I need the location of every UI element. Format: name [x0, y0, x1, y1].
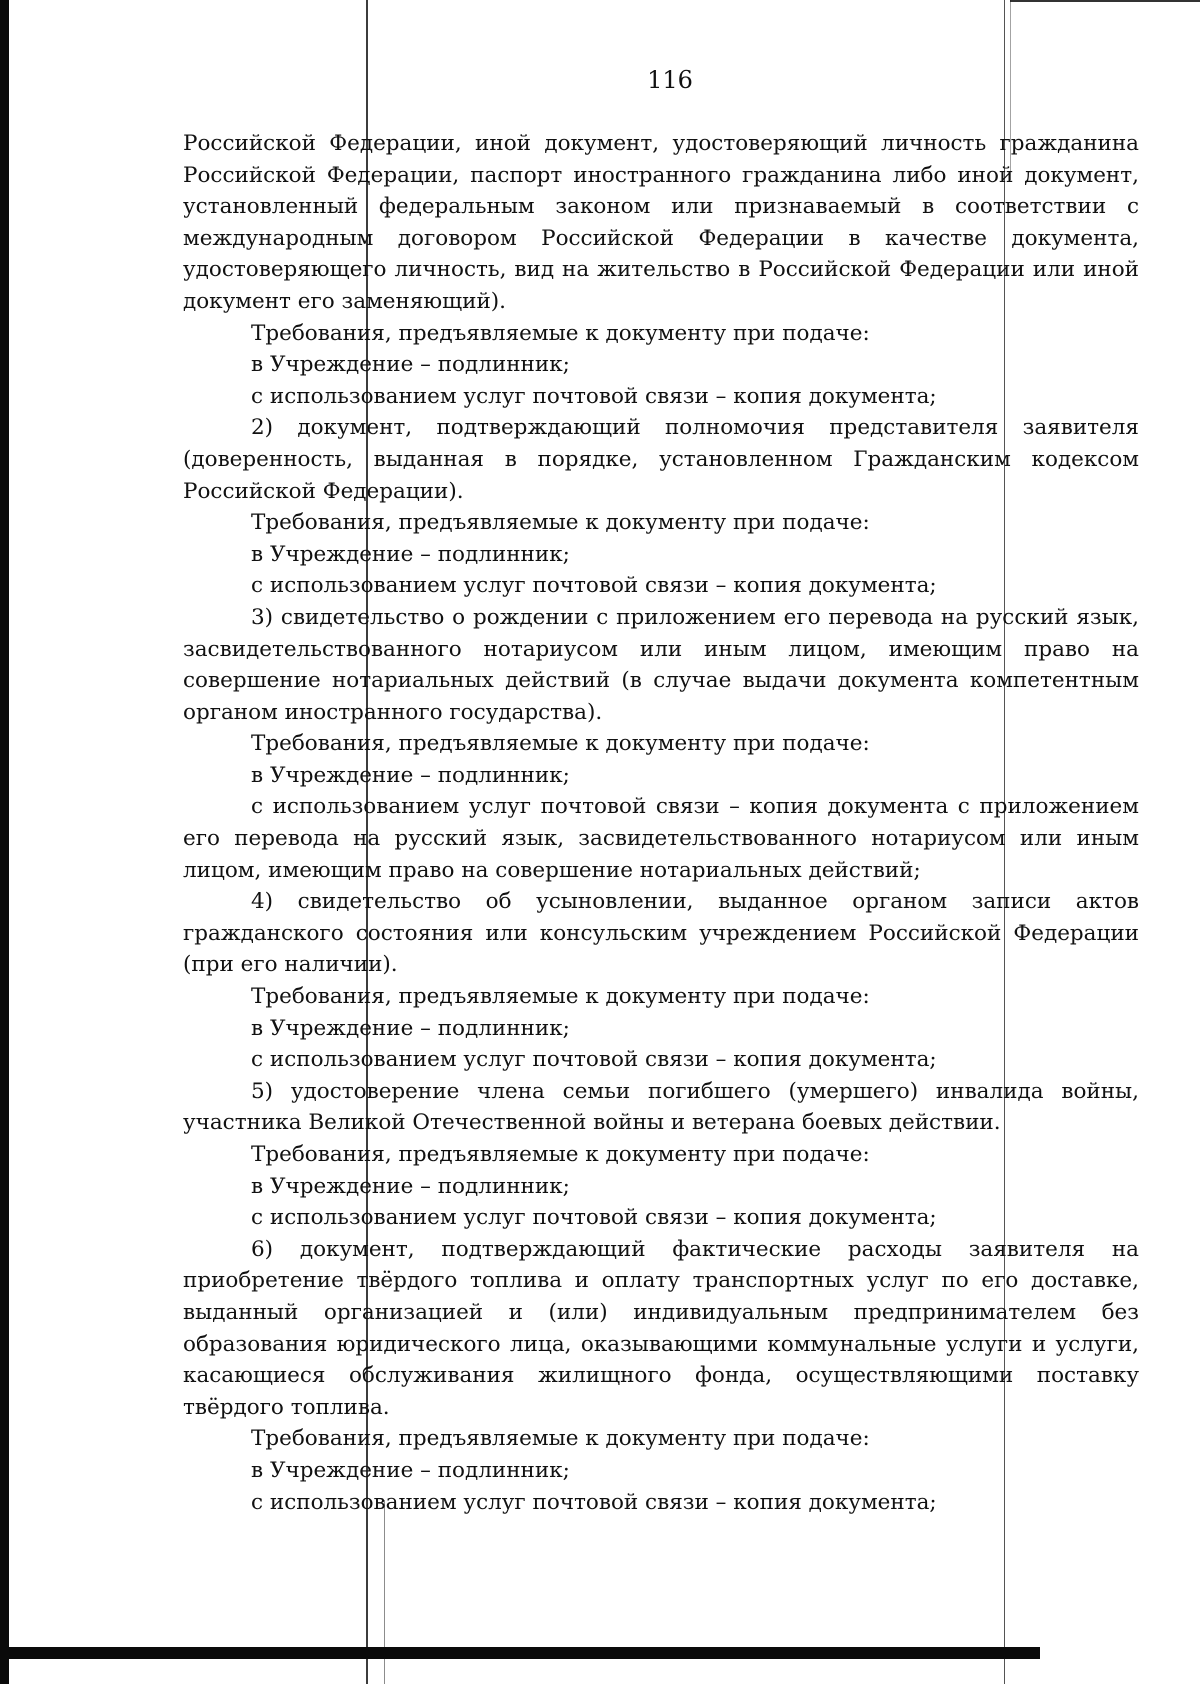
paragraph: в Учреждение – подлинник; — [251, 541, 570, 567]
scan-left-edge — [0, 0, 9, 1684]
paragraph: 2) документ, подтверждающий полномочия представителя заявителя (доверенность, выданная в порядке, установленном Гражданским кодексом Российской Федерации). — [183, 415, 1139, 504]
paragraph: Российской Федерации, иной документ, удостоверяющий личность гражданина Российской Федерации, паспорт иностранного гражданина либо иной документ, установленный федеральным законом или признаваемый в соответствии с международным договором Российской Федерации в качестве документа, удостоверяющего личность, вид на жительство в Российской Федерации или иной документ его заменяющий). — [183, 131, 1139, 314]
paragraph: Требования, предъявляемые к документу при подаче: — [251, 984, 870, 1010]
paragraph: Требования, предъявляемые к документу при подаче: — [251, 731, 870, 757]
paragraph: с использованием услуг почтовой связи – копия документа; — [251, 573, 937, 599]
paragraph: Требования, предъявляемые к документу при подаче: — [251, 1142, 870, 1167]
paragraph: в Учреждение – подлинник; — [251, 762, 570, 788]
paragraph: с использованием услуг почтовой связи – копия документа; — [251, 1489, 937, 1515]
paragraph: 4) свидетельство об усыновлении, выданное органом записи актов гражданского состояния или консульским учреждением Российской Федерации (при его наличии). — [183, 889, 1139, 978]
document-body — [183, 128, 1139, 1518]
paragraph: в Учреждение – подлинник; — [251, 1015, 570, 1041]
paragraph: в Учреждение – подлинник; — [251, 1173, 570, 1199]
paragraph: Требования, предъявляемые к документу при подаче: — [251, 510, 870, 536]
paragraph: с использованием услуг почтовой связи – копия документа с приложением его перевода на русский язык, засвидетельствованного нотариусом или иным лицом, имеющим право на совершение нотариальных действий; — [183, 794, 1139, 883]
scan-bottom-edge — [0, 1647, 1200, 1659]
paragraph: с использованием услуг почтовой связи – копия документа; — [251, 1047, 937, 1073]
page-number: 116 — [647, 66, 693, 94]
paragraph: в Учреждение – подлинник; — [251, 352, 570, 378]
scan-top-line — [1010, 0, 1200, 2]
paragraph: 3) свидетельство о рождении с приложением его перевода на русский язык, засвидетельствованного нотариусом или иным лицом, имеющим право на совершение нотариальных действий (в случае выдачи документа компетентным органом иностранного государства). — [183, 604, 1139, 725]
scan-bottom-edge-gap — [1040, 1644, 1200, 1684]
paragraph: Требования, предъявляемые к документу при подаче: — [251, 1426, 870, 1452]
paragraph: Требования, предъявляемые к документу при подаче: — [251, 320, 870, 346]
paragraph: в Учреждение – подлинник; — [251, 1457, 570, 1483]
paragraph: с использованием услуг почтовой связи – копия документа; — [251, 1205, 937, 1231]
paragraph: 6) документ, подтверждающий фактические расходы заявителя на приобретение твёрдого топлива и оплату транспортных услуг по его доставке, выданный организацией и (или) индивидуальным предпринимателем без образования юридического лица, оказывающими коммунальные услуги и услуги, касающиеся обслуживания жилищного фонда, осуществляющими поставку твёрдого топлива. — [183, 1236, 1139, 1420]
paragraph: 5) удостоверение члена семьи погибшего (умершего) инвалида войны, участника Великой Отечественной войны и ветерана боевых действии. — [183, 1078, 1139, 1136]
paragraph: с использованием услуг почтовой связи – копия документа; — [251, 383, 937, 409]
